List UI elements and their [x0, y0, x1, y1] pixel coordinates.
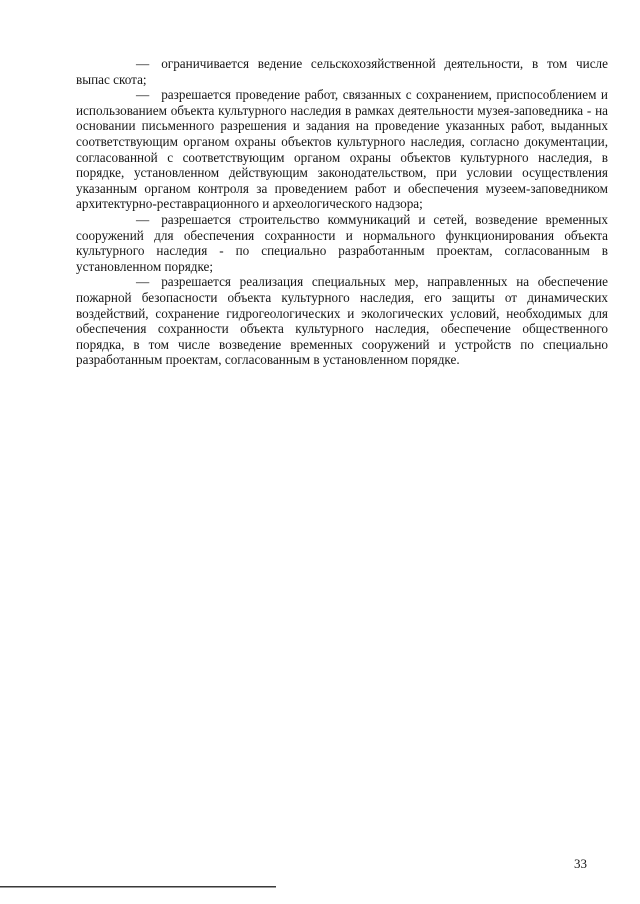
list-dash: —: [136, 274, 150, 290]
paragraph-text: разрешается строительство коммуникаций и сетей, возведение временных сооружений для обеспечения сохранности и нормального функционирования объекта культурного наследия - по специально разработанным проектам, согласованным в установленном порядке;: [76, 211, 608, 274]
page-number: 33: [574, 856, 587, 871]
paragraph-text: разрешается проведение работ, связанных с сохранением, приспособлением и использованием объекта культурного наследия в рамках деятельности музея-заповедника - на основании письменного разрешения и задания на проведение указанных работ, выданных соответствующим органом охраны объектов культурного наследия, согласно документации, согласованной с соответствующим органом охраны объектов культурного наследия, в порядке, установленном действующим законодательством, при условии осуществления указанным органом контроля за проведением работ и обеспечения музеем-заповедником архитектурно-реставрационного и археологического надзора;: [76, 87, 608, 212]
paragraph-agriculture: [76, 56, 608, 87]
paragraph-restoration-works: [76, 87, 608, 212]
paragraph-special-measures: [76, 274, 608, 368]
paragraph-text: разрешается реализация специальных мер, направленных на обеспечение пожарной безопасности объекта культурного наследия, его защиты от динамических воздействий, сохранение гидрогеологических и экологических условий, необходимых для обеспечения сохранности объекта культурного наследия, обеспечение общественного порядка, в том числе возведение временных сооружений и устройств по специально разработанным проектам, согласованным в установленном порядке.: [76, 274, 608, 368]
body-text: [76, 56, 608, 368]
list-dash: —: [136, 211, 150, 227]
list-dash: —: [136, 87, 150, 103]
list-dash: —: [136, 56, 150, 71]
footer-divider-shadow: [0, 887, 276, 888]
paragraph-communications: [76, 212, 608, 274]
paragraph-text: ограничивается ведение сельскохозяйственной деятельности, в том числе выпас скота;: [76, 56, 608, 87]
